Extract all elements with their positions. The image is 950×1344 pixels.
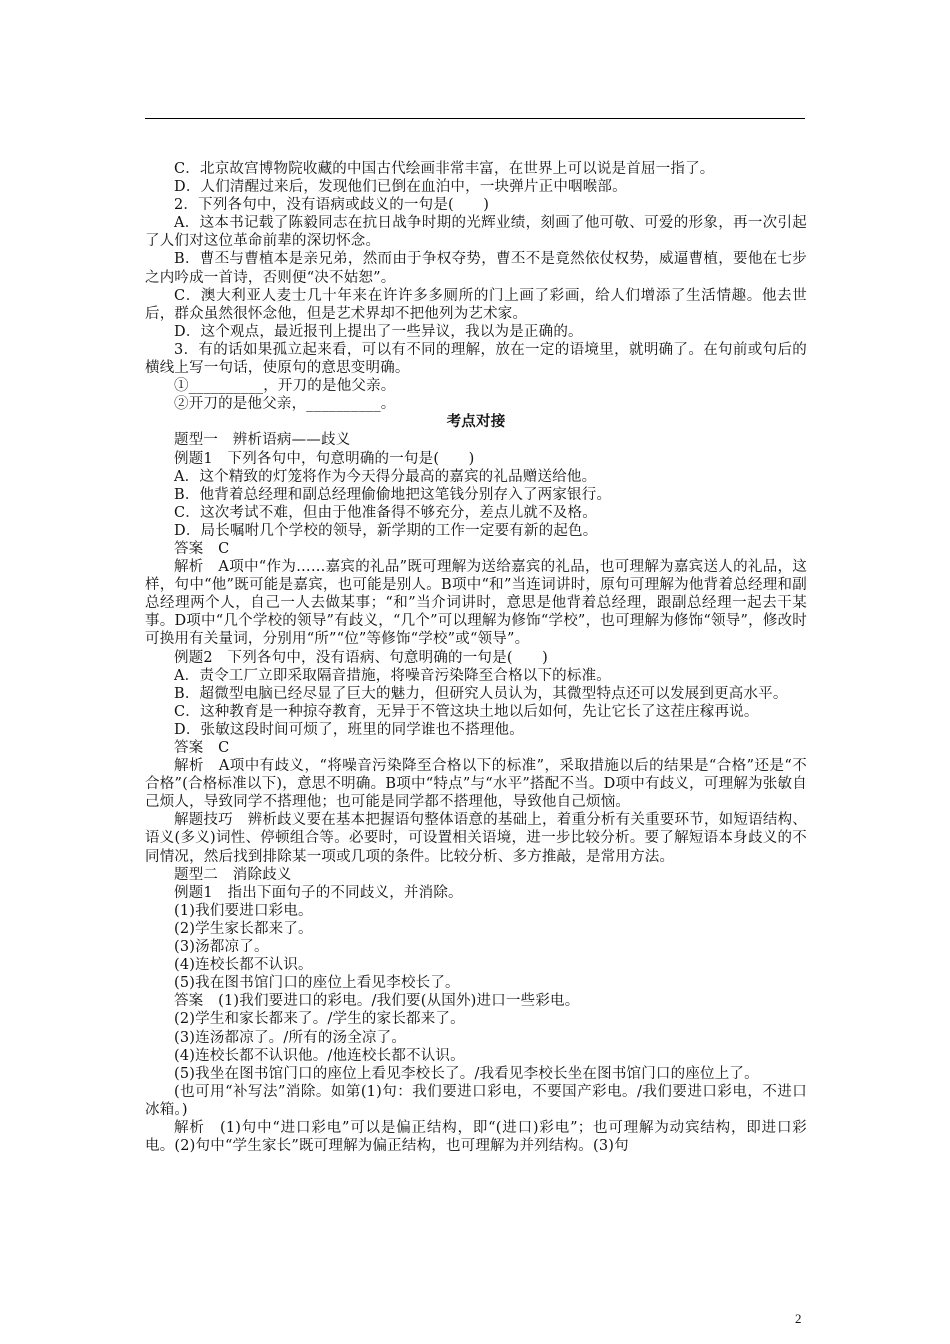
- text-line: ②开刀的是他父亲，__________。: [174, 396, 396, 413]
- text-line: C．北京故宫博物院收藏的中国古代绘画非常丰富，在世界上可以说是首屈一指了。: [174, 161, 715, 177]
- text-line: B．超微型电脑已经尽显了巨大的魅力，但研究人员认为，其微型特点还可以发展到更高水平。: [174, 685, 788, 702]
- text-line: 答案 C: [174, 740, 230, 756]
- text-line: 答案 C: [174, 540, 230, 557]
- text-line: (3)连汤都凉了。/所有的汤全凉了。: [174, 1029, 407, 1046]
- text-line: 3．有的话如果孤立起来看，可以有不同的理解，放在一定的语境里，就明确了。在句前或句后的横线上写一句话，使原句的意思变明确。: [145, 341, 807, 377]
- text-line: 例题1 指出下面句子的不同歧义，并消除。: [174, 884, 463, 901]
- text-line: D．局长嘱咐几个学校的领导，新学期的工作一定要有新的起色。: [174, 522, 598, 539]
- text-line: C．澳大利亚人麦士几十年来在许许多多厕所的门上画了彩画，给人们增添了生活情趣。他去世后，群众虽然很怀念他，但是艺术界却不把他列为艺术家。: [145, 287, 807, 322]
- text-line: (4)连校长都不认识他。/他连校长都不认识。: [174, 1047, 465, 1064]
- text-line: D．人们清醒过来后，发现他们已倒在血泊中，一块弹片正中咽喉部。: [174, 179, 627, 196]
- text-line: 题型二 消除歧义: [174, 866, 292, 883]
- section-title: 考点对接: [446, 413, 506, 431]
- text-line: (4)连校长都不认识。: [174, 957, 313, 974]
- document-body: [145, 160, 807, 1155]
- text-line: C．这种教育是一种掠夺教育，无异于不管这块土地以后如何，先让它长了这茬庄稼再说。: [174, 703, 759, 720]
- text-line: (2)学生家长都来了。: [174, 920, 313, 937]
- text-line: ①__________，开刀的是他父亲。: [174, 378, 396, 395]
- text-line: C．这次考试不难，但由于他准备得不够充分，差点儿就不及格。: [174, 504, 597, 521]
- text-line: 解析 A项中“作为……嘉宾的礼品”既可理解为送给嘉宾的礼品，也可理解为嘉宾送人的礼品，这样，句中“他”既可能是嘉宾，也可能是别人。B项中“和”当连词讲时，原句可理解为他背着总经理和副总经理两个人，自己一人去做某事；“和”当介词讲时，意思是他背着总经理，跟副总经理一起去干某事。D项中“几个学校的领导”有歧义，“几个”可以理解为修饰“学校”，也可理解为修饰“领导”，修改时可换用有关量词，分别用“所”“位”等修饰“学校”或“领导”。: [145, 559, 807, 648]
- text-line: A．这个精致的灯笼将作为今天得分最高的嘉宾的礼品赠送给他。: [174, 468, 597, 485]
- text-line: A．这本书记载了陈毅同志在抗日战争时期的光辉业绩，刻画了他可敬、可爱的形象，再一次引起了人们对这位革命前辈的深切怀念。: [145, 215, 807, 250]
- text-line: 解题技巧 辨析歧义要在基本把握语句整体语意的基础上，着重分析有关重要环节，如短语结构、语义(多义)词性、停顿组合等。必要时，可设置相关语境，进一步比较分析。要了解短语本身歧义的不同情况，然后找到排除某一项或几项的条件。比较分析、多方推敲，是常用方法。: [145, 812, 807, 865]
- text-line: 例题2 下列各句中，没有语病、句意明确的一句是( ): [174, 649, 548, 666]
- text-line: D．张敏这段时间可烦了，班里的同学谁也不搭理他。: [174, 721, 524, 738]
- text-line: (5)我坐在图书馆门口的座位上看见李校长了。/我看见李校长坐在图书馆门口的座位上了。: [174, 1065, 759, 1082]
- text-line: (1)我们要进口彩电。: [174, 902, 313, 919]
- text-line: 解析 (1)句中“进口彩电”可以是偏正结构，即“(进口)彩电”；也可理解为动宾结构，即进口彩电。(2)句中“学生家长”既可理解为偏正结构，也可理解为并列结构。(3)句: [145, 1119, 807, 1155]
- text-line: 解析 A项中有歧义，“将噪音污染降至合格以下的标准”，采取措施以后的结果是“合格”还是“不合格”(合格标准以下)，意思不明确。B项中“特点”与“水平”搭配不当。D项中有歧义，可理解为张敏自己烦人，导致同学不搭理他；也可能是同学都不搭理他，导致他自己烦恼。: [145, 758, 807, 811]
- text-line: 2．下列各句中，没有语病或歧义的一句是( ): [174, 197, 490, 214]
- text-line: 例题1 下列各句中，句意明确的一句是( ): [174, 450, 475, 467]
- text-line: (2)学生和家长都来了。/学生的家长都来了。: [174, 1011, 465, 1028]
- text-line: B．曹丕与曹植本是亲兄弟，然而由于争权夺势，曹丕不是竟然依仗权势，威逼曹植，要他在七步之内吟成一首诗，否则便“决不姑恕”。: [145, 251, 807, 286]
- text-line: (也可用“补写法”消除。如第(1)句：我们要进口彩电，不要国产彩电。/我们要进口彩电，不进口冰箱。): [145, 1083, 807, 1118]
- header-rule: [145, 118, 805, 119]
- text-line: (3)汤都凉了。: [174, 939, 269, 956]
- text-line: D．这个观点，最近报刊上提出了一些异议，我以为是正确的。: [174, 323, 583, 340]
- text-line: 题型一 辨析语病——歧义: [174, 432, 351, 449]
- text-line: (5)我在图书馆门口的座位上看见李校长了。: [174, 975, 460, 992]
- page-number: 2: [795, 1311, 802, 1326]
- text-line: B．他背着总经理和副总经理偷偷地把这笔钱分别存入了两家银行。: [174, 486, 612, 503]
- text-line: A．责令工厂立即采取隔音措施，将噪音污染降至合格以下的标准。: [174, 667, 611, 684]
- text-line: 答案 (1)我们要进口的彩电。/我们要(从国外)进口一些彩电。: [174, 993, 580, 1010]
